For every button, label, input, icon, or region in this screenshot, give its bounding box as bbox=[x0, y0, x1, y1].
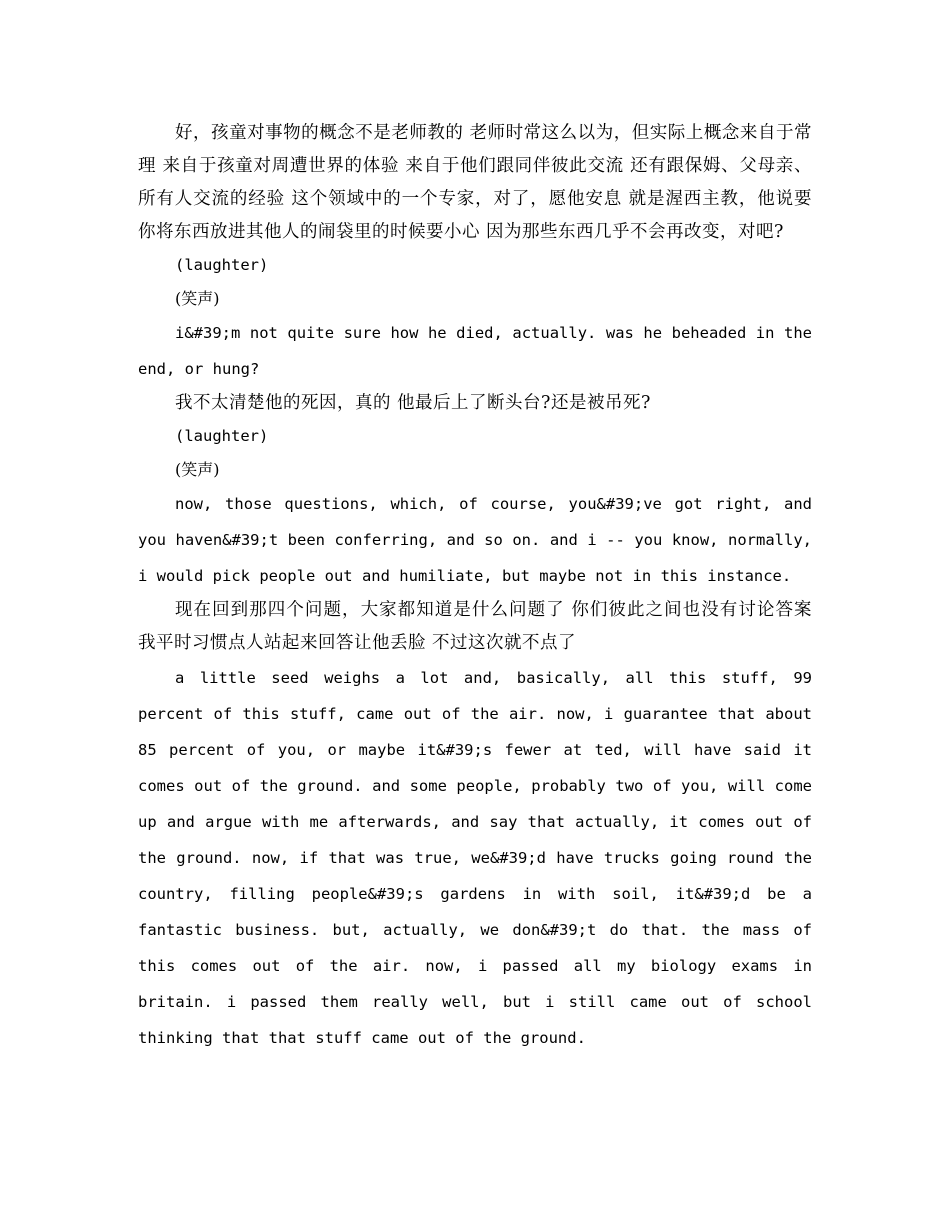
paragraph-english-questions: now, those questions, which, of course, you&#39;ve got right, and you haven&#39;t been conferring, and so on. and i -- you know, normally, i would pick people out and humiliate, but maybe not in this instance. bbox=[138, 495, 812, 585]
paragraph-chinese-death: 我不太清楚他的死因，真的 他最后上了断头台?还是被吊死? bbox=[175, 393, 651, 413]
paragraph-laughter-zh: (笑声) bbox=[175, 289, 220, 308]
paragraph-english-seed: a little seed weighs a lot and, basically, all this stuff, 99 percent of this stuff, came out of the air. now, i guarantee that about 85 percent of you, or maybe it&#39;s fewer at ted, will have said it comes out of the ground. and some people, probably two of you, will come up and argue with me afterwards, and say that actually, it comes out of the ground. now, if that was true, we&#39;d have trucks going round the country, filling people&#39;s gardens in with soil, it&#39;d be a fantastic business. but, actually, we don&#39;t do that. the mass of this comes out of the air. now, i passed all my biology exams in britain. i passed them really well, but i still came out of school thinking that that stuff came out of the ground. bbox=[138, 669, 812, 1047]
paragraph-chinese-intro: 好，孩童对事物的概念不是老师教的 老师时常这么以为，但实际上概念来自于常理 来自于孩童对周遭世界的体验 来自于他们跟同伴彼此交流 还有跟保姆、父母亲、所有人交流的经验 这个领域中的一个专家，对了，愿他安息 就是渥西主教，他说要你将东西放进其他人的闹袋里的时候要小心 因为那些东西几乎不会再改变，对吧? bbox=[138, 123, 812, 242]
paragraph-laughter-en-2: (laughter) bbox=[175, 427, 269, 445]
paragraph-english-death: i&#39;m not quite sure how he died, actually. was he beheaded in the end, or hung? bbox=[138, 324, 812, 378]
document-body bbox=[138, 117, 812, 1056]
paragraph-laughter-en: (laughter) bbox=[175, 256, 269, 274]
paragraph-laughter-zh-2: (笑声) bbox=[175, 460, 220, 479]
paragraph-chinese-questions: 现在回到那四个问题，大家都知道是什么问题了 你们彼此之间也没有讨论答案 我平时习惯点人站起来回答让他丢脸 不过这次就不点了 bbox=[138, 600, 812, 653]
